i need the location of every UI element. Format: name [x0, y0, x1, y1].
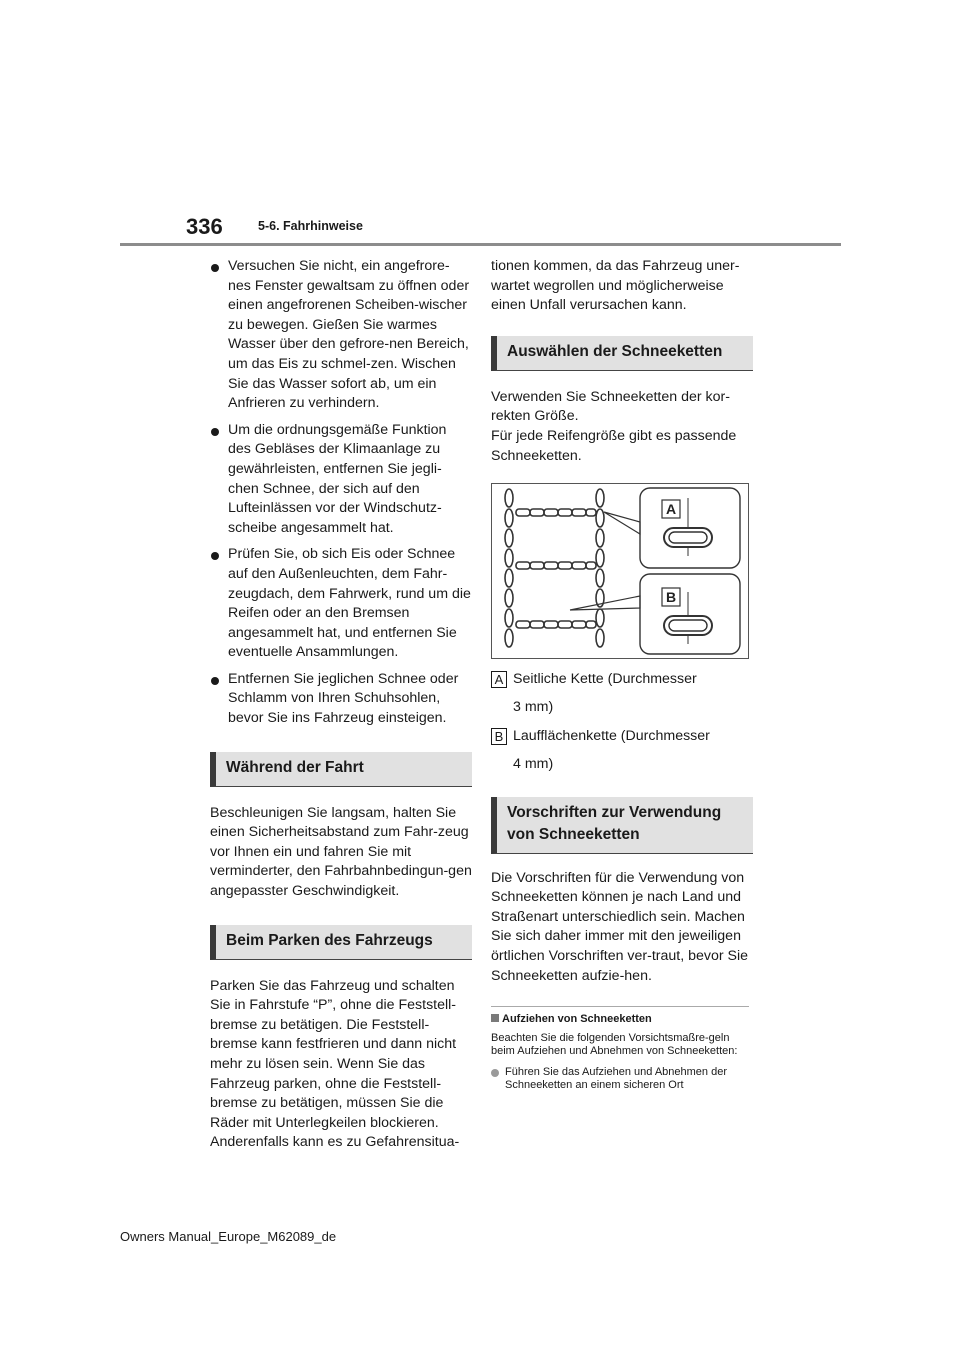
side-chain-right	[596, 489, 604, 647]
legend-item-b	[491, 727, 753, 774]
note-bullet	[491, 1066, 753, 1092]
bullet-text: Versuchen Sie nicht, ein angefrore-nes Fenster gewaltsam zu öffnen oder einen angefrorenen Scheiben-wischer zu bewegen. Gießen Sie warmes Wasser über den gefrore-nen Bereich, um das Eis zu schmel-zen. Wischen Sie das Wasser sofort ab, um ein Anfrieren zu verhindern.	[228, 258, 470, 412]
left-column	[210, 257, 472, 1153]
footer-text: Owners Manual_Europe_M62089_de	[120, 1229, 337, 1244]
legend-key-a: A	[491, 671, 507, 688]
snow-chain-figure	[491, 483, 749, 659]
figure-label-b: B	[665, 589, 677, 606]
bullet-text: Prüfen Sie, ob sich Eis oder Schnee auf den Außenleuchten, dem Fahr-zeugdach, dem Fahrwerk, rund um die Reifen oder an den Bremsen angesammelt hat, und entfernen Sie eventuelle Ansammlungen.	[228, 546, 471, 661]
legend-item-a	[491, 670, 753, 717]
square-bullet-icon	[491, 1014, 499, 1022]
bullet-dot-icon	[211, 552, 219, 560]
legend-text-b-line2: 4 mm)	[513, 755, 554, 772]
heading-driving: Während der Fahrt	[210, 752, 472, 787]
bullet-item	[210, 670, 472, 729]
right-column	[491, 257, 753, 1092]
note-bullet-text: Führen Sie das Aufziehen und Abnehmen der Schneeketten an einem sicheren Ort	[505, 1066, 727, 1092]
page-number: 336	[186, 214, 223, 239]
figure-legend	[491, 670, 753, 774]
note-heading	[491, 1012, 753, 1026]
bullet-dot-icon	[211, 428, 219, 436]
text-parking: Parken Sie das Fahrzeug und schalten Sie in Fahrstufe “P”, ohne die Feststell-bremse zu betätigen. Die Feststell-bremse kann festfrieren und dann nicht mehr zu lösen sein. Wenn Sie das Fahrzeug parken, ohne die Feststell-bremse zu betätigen, müssen Sie die Räder mit Unterlegkeilen blockieren. Anderenfalls kann es zu Gefahrensitua-	[210, 977, 460, 1151]
bullet-dot-icon	[491, 1069, 499, 1077]
legend-text-a-line2: 3 mm)	[513, 698, 554, 715]
figure-label-a: A	[665, 501, 677, 518]
note-heading-text: Aufziehen von Schneeketten	[502, 1013, 652, 1026]
legend-text-a-line1: Seitliche Kette (Durchmesser	[513, 671, 697, 688]
legend-text-b-line1: Laufflächenkette (Durchmesser	[513, 728, 710, 745]
heading-parking: Beim Parken des Fahrzeugs	[210, 925, 472, 960]
bullet-item	[210, 545, 472, 663]
tread-chain-upper	[516, 509, 596, 516]
section-label: 5-6. Fahrhinweise	[258, 219, 363, 233]
heading-chain-rules: Vorschriften zur Verwendung von Schneeketten	[491, 797, 753, 854]
snow-chain-illustration	[492, 484, 748, 658]
bullet-text: Um die ordnungsgemäße Funktion des Gebläses der Klimaanlage zu gewährleisten, entfernen Sie jegli-chen Schnee, der sich auf den Lufteinlässen vor der Windschutz-scheibe angesammelt hat.	[228, 421, 447, 536]
header-rule	[120, 243, 841, 246]
heading-select-chains: Auswählen der Schneeketten	[491, 336, 753, 371]
side-chain-left	[505, 489, 513, 647]
text-continued: tionen kommen, da das Fahrzeug uner-wartet wegrollen und möglicherweise einen Unfall verursachen kann.	[491, 258, 740, 314]
text-driving: Beschleunigen Sie langsam, halten Sie einen Sicherheitsabstand zum Fahr-zeug vor Ihnen ein und fahren Sie mit verminderter, den Fahrbahnbedingun-gen angepasster Geschwindigkeit.	[210, 804, 472, 900]
tread-chain-middle	[516, 562, 596, 569]
note-text: Beachten Sie die folgenden Vorsichtsmaßre-geln beim Aufziehen und Abnehmen von Schneeketten:	[491, 1032, 738, 1058]
tread-chain-lower	[516, 621, 596, 628]
bullet-item	[210, 421, 472, 539]
bullet-item	[210, 257, 472, 414]
text-chain-rules: Die Vorschriften für die Verwendung von Schneeketten können je nach Land und Straßenart unterschiedlich sein. Machen Sie sich daher immer mit den jeweiligen örtlichen Vorschriften ver-traut, bevor Sie Schneeketten aufzie-hen.	[491, 869, 749, 984]
bullet-text: Entfernen Sie jeglichen Schnee oder Schlamm von Ihren Schuhsohlen, bevor Sie ins Fahrzeug einsteigen.	[228, 670, 459, 727]
legend-key-b: B	[491, 728, 507, 745]
bullet-dot-icon	[211, 264, 219, 272]
bullet-dot-icon	[211, 677, 219, 685]
note-divider	[491, 1006, 749, 1007]
text-select-chains: Verwenden Sie Schneeketten der kor-rekten Größe. Für jede Reifengröße gibt es passende Schneeketten.	[491, 388, 737, 464]
